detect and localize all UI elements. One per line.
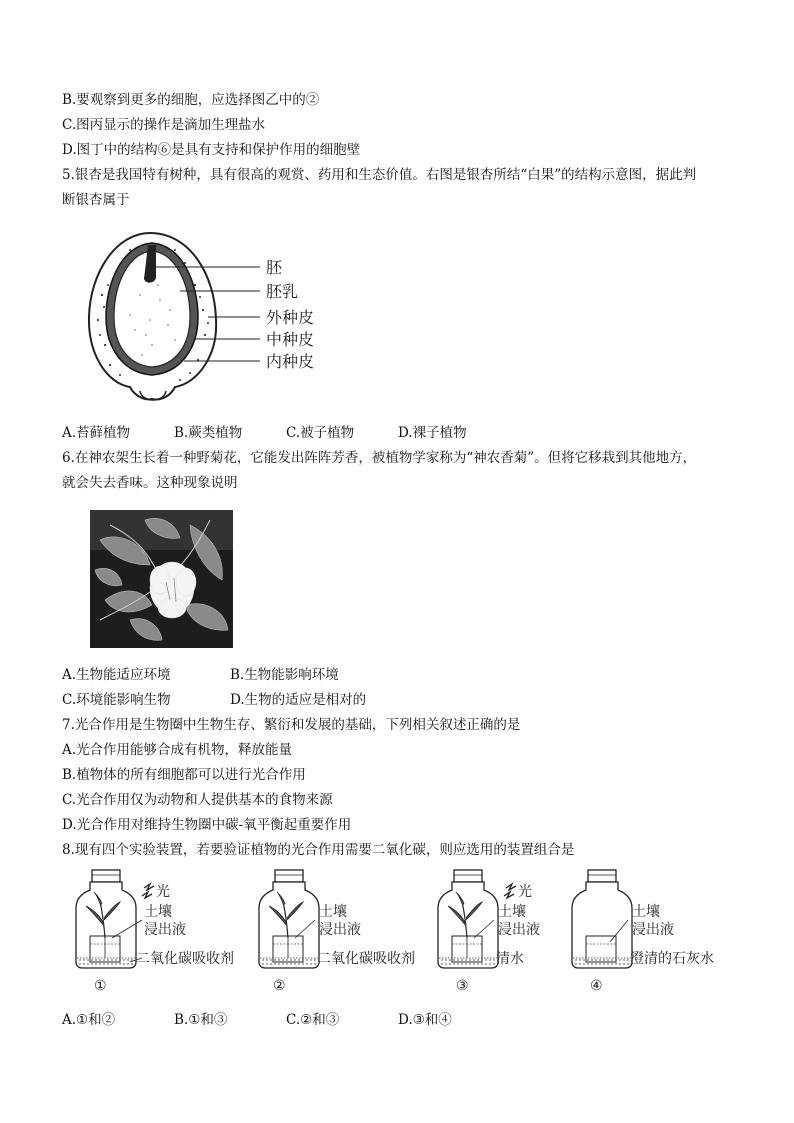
q5-option-a: A.苔藓植物 (62, 425, 131, 441)
prev-option-d: D.图丁中的结构⑥是具有支持和保护作用的细胞壁 (62, 142, 361, 158)
q6-stem-line1: 6.在神农架生长着一种野菊花，它能发出阵阵芳香，被植物学家称为“神农香菊”。但将它移栽到其他地方， (62, 450, 697, 466)
soil-label-2a: 土壤 (319, 904, 347, 920)
ginkgo-seed-diagram (80, 225, 340, 410)
q7-option-d: D.光合作用对维持生物圈中碳-氧平衡起重要作用 (62, 817, 352, 833)
q7-option-c: C.光合作用仅为动物和人提供基本的食物来源 (62, 792, 333, 808)
q6-stem-line2: 就会失去香味。这种现象说明 (62, 475, 238, 491)
prev-option-c: C.图丙显示的操作是滴加生理盐水 (62, 117, 266, 133)
apparatus-3 (438, 870, 540, 994)
label-endosperm: 胚乳 (266, 282, 299, 301)
liquid-label-4: 澄清的石灰水 (630, 951, 714, 967)
liquid-label-2: 二氧化碳吸收剂 (317, 951, 415, 967)
liquid-label-3: 清水 (496, 951, 524, 967)
q6-option-b: B.生物能影响环境 (230, 667, 339, 683)
chrysanthemum-photo (90, 510, 233, 648)
apparatus-number-3: ③ (456, 978, 469, 994)
q6-option-a: A.生物能适应环境 (62, 667, 171, 683)
q6-option-d: D.生物的适应是相对的 (230, 692, 367, 708)
q5-option-d: D.裸子植物 (398, 425, 467, 441)
label-embryo: 胚 (266, 258, 283, 277)
apparatus-4 (572, 870, 714, 994)
light-label-1: 光 (156, 884, 170, 900)
q8-option-a: A.①和② (62, 1012, 116, 1028)
q7-option-a: A.光合作用能够合成有机物，释放能量 (62, 742, 293, 758)
liquid-label-1: 二氧化碳吸收剂 (136, 951, 234, 967)
apparatus-1 (76, 870, 234, 994)
soil-label-4a: 土壤 (632, 904, 660, 920)
soil-label-2b: 浸出液 (319, 922, 361, 938)
label-outer-seed-coat: 外种皮 (266, 308, 315, 327)
soil-label-3a: 土壤 (498, 904, 526, 920)
q8-option-d: D.③和④ (398, 1012, 452, 1028)
prev-option-b: B.要观察到更多的细胞，应选择图乙中的② (62, 92, 320, 108)
apparatus-2 (259, 870, 415, 994)
q5-stem-line2: 断银杏属于 (62, 192, 130, 208)
soil-label-4b: 浸出液 (632, 922, 674, 938)
label-inner-seed-coat: 内种皮 (266, 352, 315, 371)
experiment-apparatus-figure (70, 866, 730, 996)
apparatus-number-2: ② (273, 978, 286, 994)
apparatus-number-4: ④ (590, 978, 603, 994)
q8-option-b: B.①和③ (174, 1012, 228, 1028)
q8-stem: 8.现有四个实验装置，若要验证植物的光合作用需要二氧化碳，则应选用的装置组合是 (62, 842, 575, 858)
light-label-3: 光 (518, 884, 532, 900)
q7-option-b: B.植物体的所有细胞都可以进行光合作用 (62, 767, 306, 783)
q5-stem-line1: 5.银杏是我国特有树种，具有很高的观赏、药用和生态价值。右图是银杏所结“白果”的结构示意图，据此判 (62, 167, 697, 183)
soil-label-1a: 土壤 (144, 904, 172, 920)
soil-label-1b: 浸出液 (144, 922, 186, 938)
q8-option-c: C.②和③ (286, 1012, 340, 1028)
label-middle-seed-coat: 中种皮 (266, 330, 315, 349)
q5-option-b: B.蕨类植物 (174, 425, 243, 441)
q6-option-c: C.环境能影响生物 (62, 692, 171, 708)
q7-stem: 7.光合作用是生物圈中生物生存、繁衍和发展的基础，下列相关叙述正确的是 (62, 717, 521, 733)
q5-option-c: C.被子植物 (286, 425, 355, 441)
soil-label-3b: 浸出液 (498, 922, 540, 938)
apparatus-number-1: ① (94, 978, 107, 994)
